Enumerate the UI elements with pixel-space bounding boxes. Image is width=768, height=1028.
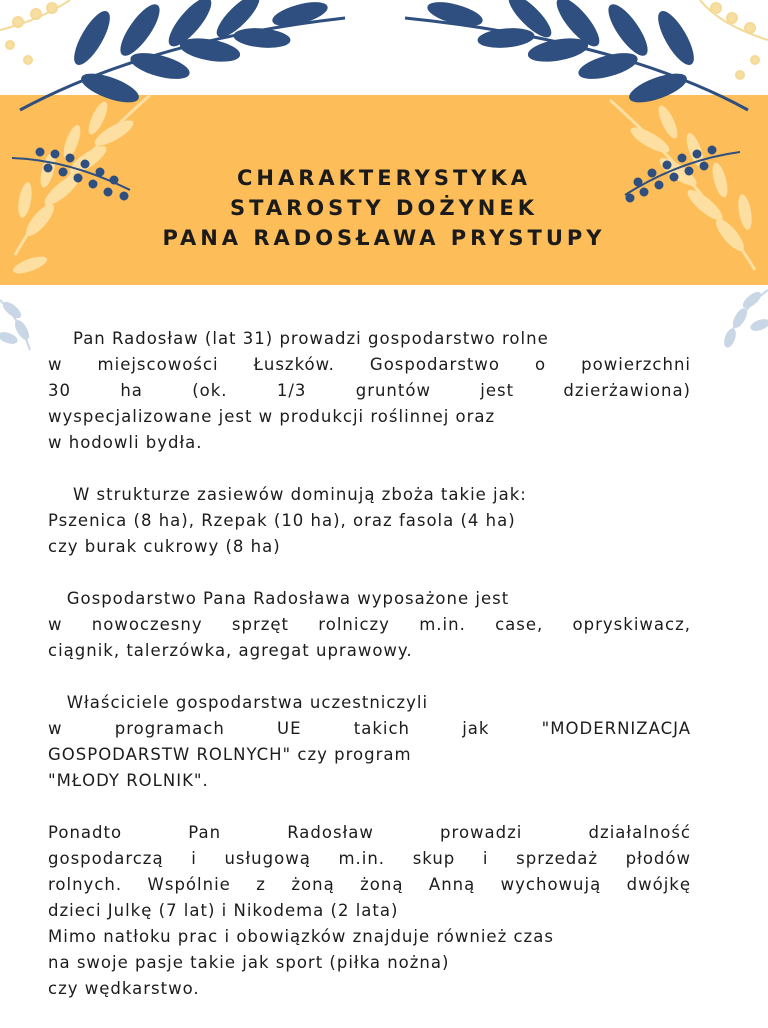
text-line: wyspecjalizowane jest w produkcji roślinnej oraz [48, 407, 496, 426]
text-line: GOSPODARSTW ROLNYCH" czy program [48, 745, 412, 764]
text-line: W strukturze zasiewów dominują zboża takie jak: [48, 485, 527, 504]
text-line: w programach UE takich jak "MODERNIZACJA [48, 719, 691, 738]
page-title [0, 163, 768, 253]
text-line: w hodowli bydła. [48, 433, 203, 452]
text-line: czy wędkarstwo. [48, 979, 200, 998]
text-line: ciągnik, talerzówka, agregat uprawowy. [48, 641, 413, 660]
text-line: rolnych. Wspólnie z żoną żoną Anną wychowują dwójkę [48, 875, 691, 894]
text-line: Pan Radosław (lat 31) prowadzi gospodarstwo rolne [48, 329, 549, 348]
title-line-2: STAROSTY DOŻYNEK [230, 196, 538, 220]
text-line: Ponadto Pan Radosław prowadzi działalność [48, 823, 691, 842]
text-line: na swoje pasje takie jak sport (piłka nożna) [48, 953, 450, 972]
light-blue-sprig-left [0, 300, 30, 350]
navy-branch-left [20, 0, 345, 110]
text-line: Pszenica (8 ha), Rzepak (10 ha), oraz fasola (4 ha) [48, 511, 516, 530]
text-line: w miejscowości Łuszków. Gospodarstwo o powierzchni [48, 355, 691, 374]
text-line: Mimo natłoku prac i obowiązków znajduje również czas [48, 927, 554, 946]
text-line: czy burak cukrowy (8 ha) [48, 537, 281, 556]
pale-sprig-left [0, 0, 70, 64]
paragraph-farm-intro [48, 326, 691, 456]
text-line: "MŁODY ROLNIK". [48, 771, 209, 790]
paragraph-crops [48, 482, 691, 560]
text-line: Gospodarstwo Pana Radosława wyposażone jest [48, 589, 510, 608]
title-line-1: CHARAKTERYSTYKA [236, 166, 531, 190]
pale-sprig-right [700, 0, 768, 79]
text-line: Właściciele gospodarstwa uczestniczyli [48, 693, 429, 712]
title-line-3: PANA RADOSŁAWA PRYSTUPY [162, 226, 606, 250]
text-line: dzieci Julkę (7 lat) i Nikodema (2 lata) [48, 901, 399, 920]
text-line: gospodarczą i usługową m.in. skup i sprzedaż płodów [48, 849, 691, 868]
navy-branch-right [405, 0, 748, 110]
paragraph-equipment [48, 586, 691, 664]
paragraph-eu-programs [48, 690, 691, 794]
text-line: w nowoczesny sprzęt rolniczy m.in. case, opryskiwacz, [48, 615, 691, 634]
light-blue-sprig-right [723, 290, 768, 348]
text-line: 30 ha (ok. 1/3 gruntów jest dzierżawiona) [48, 381, 691, 400]
paragraph-family-hobbies [48, 820, 691, 1002]
body-text [48, 326, 691, 1028]
